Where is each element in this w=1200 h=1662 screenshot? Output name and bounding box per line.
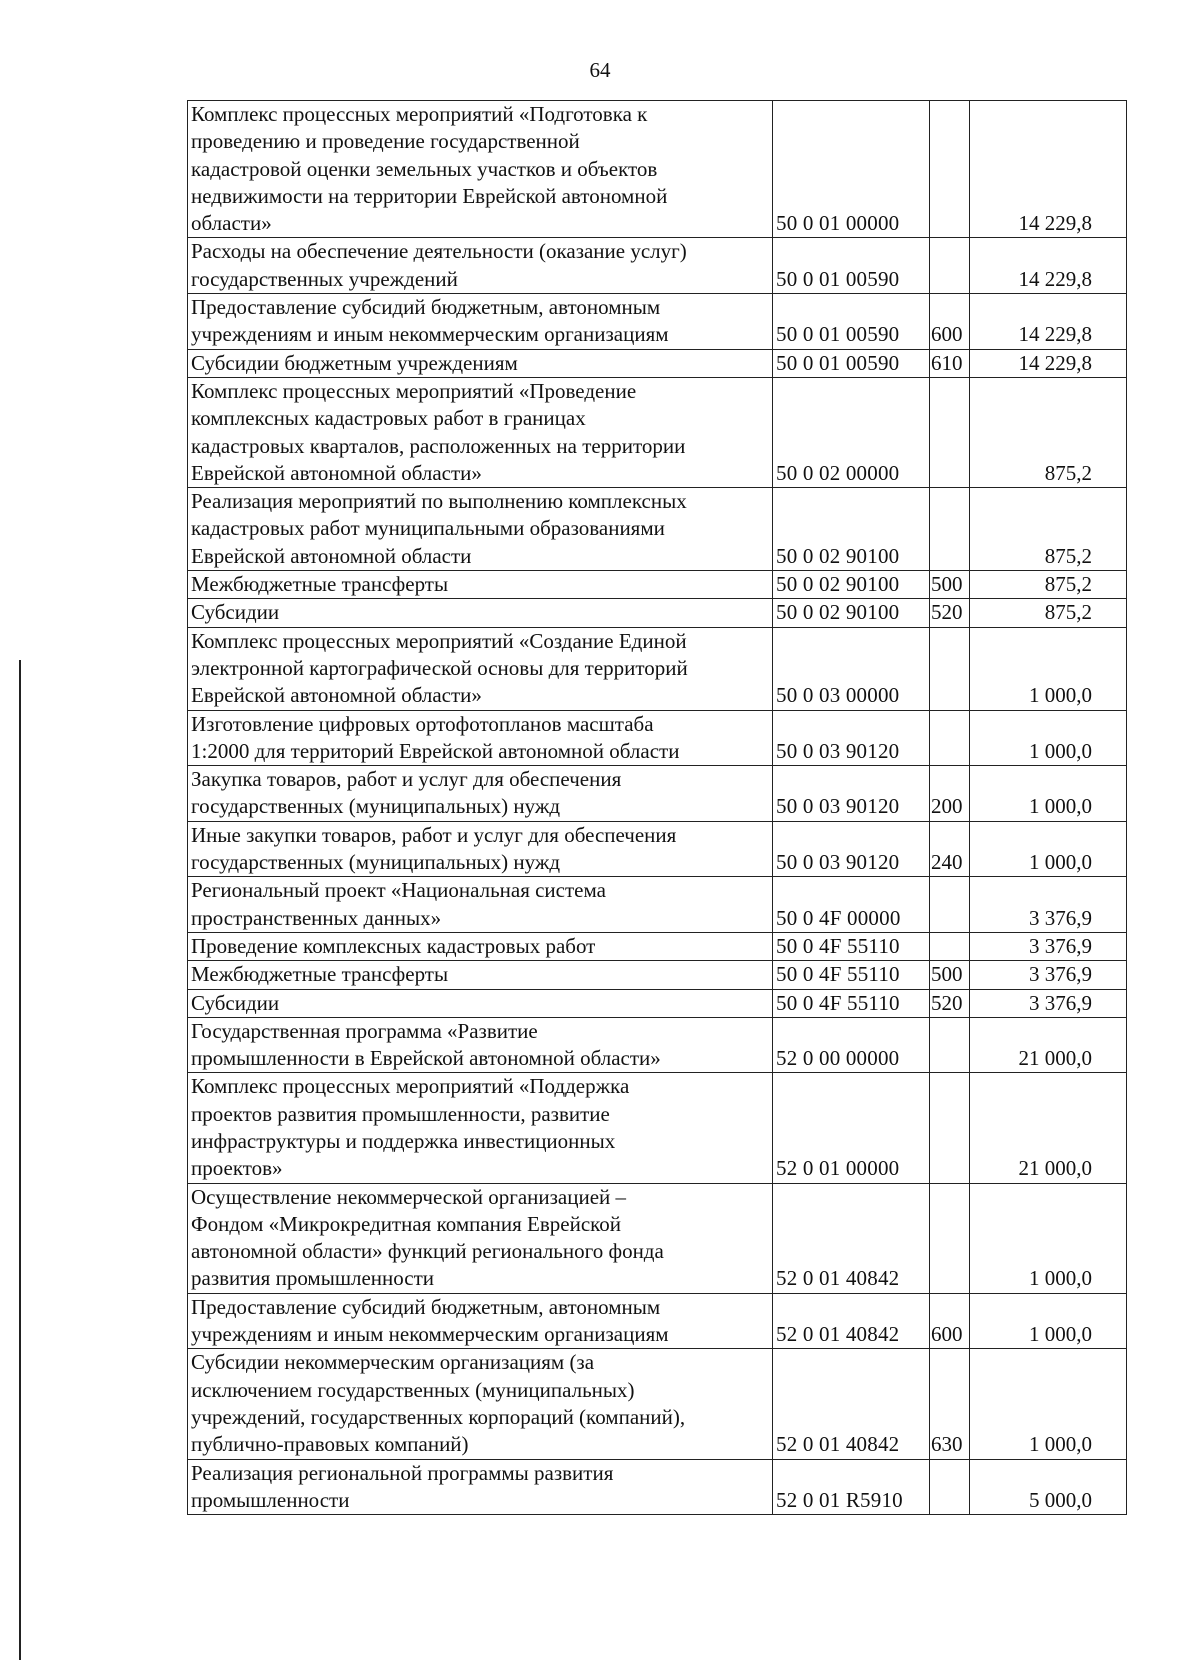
row-expense-type-cell: 600 bbox=[930, 294, 970, 350]
row-code-cell: 50 0 02 90100 bbox=[773, 599, 930, 627]
row-name-cell: Закупка товаров, работ и услуг для обеспечения государственных (муниципальных) нужд bbox=[188, 766, 773, 822]
row-name-cell: Реализация региональной программы развития промышленности bbox=[188, 1459, 773, 1515]
row-expense-type-cell bbox=[930, 932, 970, 960]
row-amount-cell: 21 000,0 bbox=[970, 1073, 1127, 1183]
row-code-cell: 50 0 02 90100 bbox=[773, 488, 930, 571]
row-expense-type-cell: 500 bbox=[930, 961, 970, 989]
row-expense-type-cell bbox=[930, 1183, 970, 1293]
table-row bbox=[188, 294, 1127, 350]
row-code-cell: 52 0 01 40842 bbox=[773, 1293, 930, 1349]
table-row bbox=[188, 488, 1127, 571]
table-row bbox=[188, 349, 1127, 377]
row-code-cell: 50 0 03 90120 bbox=[773, 766, 930, 822]
row-amount-cell: 1 000,0 bbox=[970, 1183, 1127, 1293]
row-code-cell: 50 0 02 90100 bbox=[773, 571, 930, 599]
row-expense-type-cell bbox=[930, 710, 970, 766]
row-expense-type-cell: 200 bbox=[930, 766, 970, 822]
row-amount-cell: 5 000,0 bbox=[970, 1459, 1127, 1515]
row-amount-cell: 1 000,0 bbox=[970, 710, 1127, 766]
row-amount-cell: 1 000,0 bbox=[970, 1293, 1127, 1349]
table-row bbox=[188, 627, 1127, 710]
row-name-cell: Комплекс процессных мероприятий «Подготовка к проведению и проведение государственной кадастровой оценки земельных участков и объектов недвижимости на территории Еврейской автономной области» bbox=[188, 101, 773, 238]
row-expense-type-cell bbox=[930, 238, 970, 294]
row-code-cell: 50 0 4F 55110 bbox=[773, 932, 930, 960]
row-code-cell: 50 0 01 00590 bbox=[773, 238, 930, 294]
table-row bbox=[188, 1183, 1127, 1293]
table-row bbox=[188, 961, 1127, 989]
row-amount-cell: 1 000,0 bbox=[970, 766, 1127, 822]
row-amount-cell: 1 000,0 bbox=[970, 627, 1127, 710]
table-row bbox=[188, 1459, 1127, 1515]
row-expense-type-cell bbox=[930, 877, 970, 933]
table-row bbox=[188, 989, 1127, 1017]
row-code-cell: 52 0 01 40842 bbox=[773, 1349, 930, 1459]
row-name-cell: Региональный проект «Национальная система пространственных данных» bbox=[188, 877, 773, 933]
row-expense-type-cell: 240 bbox=[930, 821, 970, 877]
scan-margin-line bbox=[19, 660, 21, 1660]
row-expense-type-cell bbox=[930, 101, 970, 238]
row-code-cell: 50 0 01 00590 bbox=[773, 349, 930, 377]
row-amount-cell: 3 376,9 bbox=[970, 932, 1127, 960]
row-name-cell: Субсидии некоммерческим организациям (за исключением государственных (муниципальных) учреждений, государственных корпораций (компаний), публично-правовых компаний) bbox=[188, 1349, 773, 1459]
row-amount-cell: 1 000,0 bbox=[970, 821, 1127, 877]
row-code-cell: 50 0 4F 55110 bbox=[773, 989, 930, 1017]
row-amount-cell: 875,2 bbox=[970, 599, 1127, 627]
row-amount-cell: 14 229,8 bbox=[970, 294, 1127, 350]
row-name-cell: Иные закупки товаров, работ и услуг для обеспечения государственных (муниципальных) нужд bbox=[188, 821, 773, 877]
row-amount-cell: 875,2 bbox=[970, 571, 1127, 599]
row-expense-type-cell: 630 bbox=[930, 1349, 970, 1459]
row-expense-type-cell bbox=[930, 1459, 970, 1515]
table-row bbox=[188, 877, 1127, 933]
row-name-cell: Субсидии бюджетным учреждениям bbox=[188, 349, 773, 377]
row-amount-cell: 14 229,8 bbox=[970, 101, 1127, 238]
row-name-cell: Предоставление субсидий бюджетным, автономным учреждениям и иным некоммерческим организациям bbox=[188, 1293, 773, 1349]
table-row bbox=[188, 599, 1127, 627]
row-amount-cell: 875,2 bbox=[970, 488, 1127, 571]
table-row bbox=[188, 1349, 1127, 1459]
row-code-cell: 50 0 4F 55110 bbox=[773, 961, 930, 989]
row-code-cell: 50 0 03 00000 bbox=[773, 627, 930, 710]
row-code-cell: 50 0 03 90120 bbox=[773, 710, 930, 766]
row-code-cell: 50 0 03 90120 bbox=[773, 821, 930, 877]
row-name-cell: Комплекс процессных мероприятий «Проведение комплексных кадастровых работ в границах кадастровых кварталов, расположенных на территории Еврейской автономной области» bbox=[188, 377, 773, 487]
row-expense-type-cell bbox=[930, 1073, 970, 1183]
row-amount-cell: 3 376,9 bbox=[970, 877, 1127, 933]
row-code-cell: 50 0 02 00000 bbox=[773, 377, 930, 487]
row-name-cell: Осуществление некоммерческой организацией – Фондом «Микрокредитная компания Еврейской автономной области» функций регионального фонда развития промышленности bbox=[188, 1183, 773, 1293]
row-name-cell: Предоставление субсидий бюджетным, автономным учреждениям и иным некоммерческим организациям bbox=[188, 294, 773, 350]
row-code-cell: 50 0 01 00000 bbox=[773, 101, 930, 238]
row-expense-type-cell bbox=[930, 627, 970, 710]
row-expense-type-cell: 600 bbox=[930, 1293, 970, 1349]
row-name-cell: Субсидии bbox=[188, 599, 773, 627]
row-amount-cell: 3 376,9 bbox=[970, 989, 1127, 1017]
row-name-cell: Комплекс процессных мероприятий «Создание Единой электронной картографической основы для территорий Еврейской автономной области» bbox=[188, 627, 773, 710]
table-row bbox=[188, 1073, 1127, 1183]
table-row bbox=[188, 101, 1127, 238]
table-row bbox=[188, 1017, 1127, 1073]
budget-table bbox=[187, 100, 1127, 1515]
row-name-cell: Субсидии bbox=[188, 989, 773, 1017]
page-number: 64 bbox=[589, 58, 611, 82]
row-code-cell: 52 0 00 00000 bbox=[773, 1017, 930, 1073]
row-expense-type-cell: 520 bbox=[930, 599, 970, 627]
row-expense-type-cell bbox=[930, 488, 970, 571]
table-row bbox=[188, 377, 1127, 487]
row-amount-cell: 875,2 bbox=[970, 377, 1127, 487]
row-expense-type-cell: 520 bbox=[930, 989, 970, 1017]
row-name-cell: Изготовление цифровых ортофотопланов масштаба 1:2000 для территорий Еврейской автономной области bbox=[188, 710, 773, 766]
table-row bbox=[188, 710, 1127, 766]
row-expense-type-cell: 610 bbox=[930, 349, 970, 377]
row-expense-type-cell bbox=[930, 377, 970, 487]
row-amount-cell: 21 000,0 bbox=[970, 1017, 1127, 1073]
row-name-cell: Межбюджетные трансферты bbox=[188, 571, 773, 599]
row-expense-type-cell bbox=[930, 1017, 970, 1073]
row-amount-cell: 14 229,8 bbox=[970, 349, 1127, 377]
row-code-cell: 52 0 01 00000 bbox=[773, 1073, 930, 1183]
table-row bbox=[188, 571, 1127, 599]
table-row bbox=[188, 1293, 1127, 1349]
table-row bbox=[188, 766, 1127, 822]
row-code-cell: 52 0 01 R5910 bbox=[773, 1459, 930, 1515]
row-expense-type-cell: 500 bbox=[930, 571, 970, 599]
budget-table-body bbox=[188, 101, 1127, 1515]
row-amount-cell: 3 376,9 bbox=[970, 961, 1127, 989]
row-name-cell: Расходы на обеспечение деятельности (оказание услуг) государственных учреждений bbox=[188, 238, 773, 294]
row-name-cell: Комплекс процессных мероприятий «Поддержка проектов развития промышленности, развитие инфраструктуры и поддержка инвестиционных проектов» bbox=[188, 1073, 773, 1183]
row-code-cell: 50 0 01 00590 bbox=[773, 294, 930, 350]
row-name-cell: Реализация мероприятий по выполнению комплексных кадастровых работ муниципальными образованиями Еврейской автономной области bbox=[188, 488, 773, 571]
row-code-cell: 52 0 01 40842 bbox=[773, 1183, 930, 1293]
row-name-cell: Проведение комплексных кадастровых работ bbox=[188, 932, 773, 960]
row-amount-cell: 1 000,0 bbox=[970, 1349, 1127, 1459]
row-amount-cell: 14 229,8 bbox=[970, 238, 1127, 294]
table-row bbox=[188, 821, 1127, 877]
row-name-cell: Межбюджетные трансферты bbox=[188, 961, 773, 989]
row-name-cell: Государственная программа «Развитие промышленности в Еврейской автономной области» bbox=[188, 1017, 773, 1073]
row-code-cell: 50 0 4F 00000 bbox=[773, 877, 930, 933]
table-row bbox=[188, 932, 1127, 960]
table-row bbox=[188, 238, 1127, 294]
